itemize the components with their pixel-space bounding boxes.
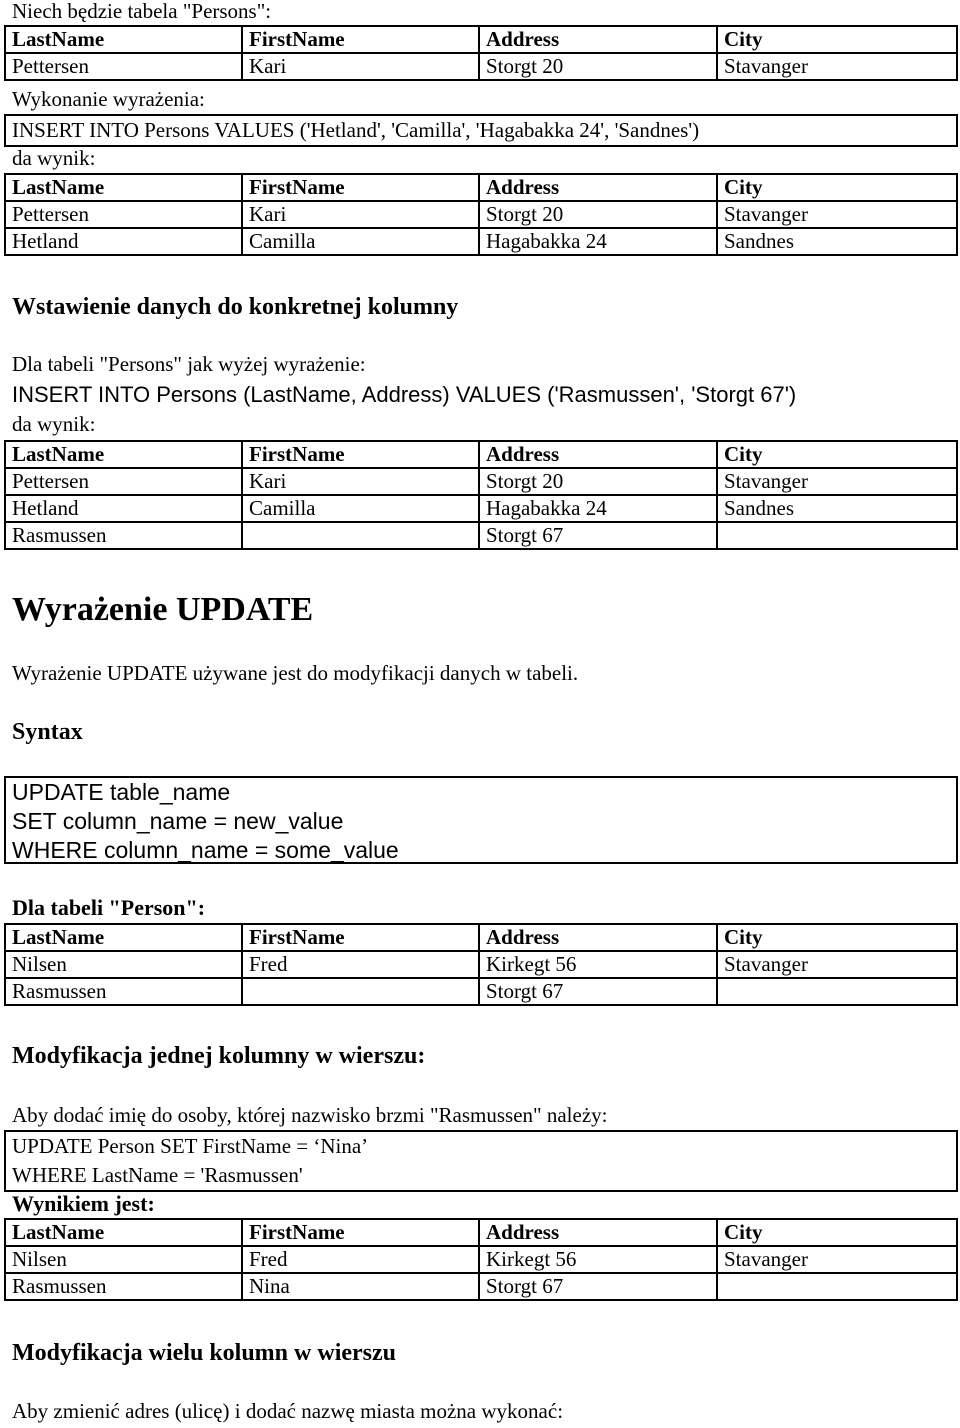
persons-table-after-column-insert: [4, 440, 958, 550]
persons-table-after-insert: [4, 173, 958, 256]
table-cell: Hagabakka 24: [479, 495, 717, 522]
column-header: City: [717, 924, 957, 951]
table-cell: Rasmussen: [5, 978, 242, 1005]
table-row: [5, 201, 957, 228]
column-header: Address: [479, 26, 717, 53]
table-header-row: [5, 441, 957, 468]
table-cell: Pettersen: [5, 53, 242, 80]
table-cell: Hetland: [5, 495, 242, 522]
table-cell: Sandnes: [717, 495, 957, 522]
table-cell: Fred: [242, 951, 479, 978]
column-header: LastName: [5, 924, 242, 951]
table-cell: Rasmussen: [5, 1273, 242, 1300]
table-row: [5, 978, 957, 1005]
table-cell: Pettersen: [5, 201, 242, 228]
table-cell: Kirkegt 56: [479, 1246, 717, 1273]
update-line-1: UPDATE Person SET FirstName = ‘Nina’: [12, 1134, 369, 1158]
table-cell: Hagabakka 24: [479, 228, 717, 255]
table-cell: Sandnes: [717, 228, 957, 255]
heading-syntax: Syntax: [12, 719, 83, 745]
persons-table-initial: [4, 25, 958, 81]
column-header: City: [717, 1219, 957, 1246]
exec-label: Wykonanie wyrażenia:: [12, 87, 205, 111]
add-name-description: Aby dodać imię do osoby, której nazwisko brzmi "Rasmussen" należy:: [12, 1103, 608, 1127]
syntax-line-3: WHERE column_name = some_value: [12, 837, 399, 863]
table-cell: [242, 978, 479, 1005]
table-cell: Fred: [242, 1246, 479, 1273]
table-row: [5, 228, 957, 255]
table-row: [5, 951, 957, 978]
syntax-line-1: UPDATE table_name: [12, 779, 231, 805]
column-header: FirstName: [242, 26, 479, 53]
result-label-2: da wynik:: [12, 412, 96, 436]
column-header: FirstName: [242, 1219, 479, 1246]
column-header: City: [717, 441, 957, 468]
table-cell: [717, 978, 957, 1005]
change-address-description: Aby zmienić adres (ulicę) i dodać nazwę miasta można wykonać:: [12, 1399, 564, 1423]
table-cell: Nilsen: [5, 951, 242, 978]
person-table-after-update: [4, 1218, 958, 1301]
table-cell: Storgt 67: [479, 978, 717, 1005]
column-header: LastName: [5, 1219, 242, 1246]
table-cell: Storgt 67: [479, 522, 717, 549]
table-cell: Stavanger: [717, 951, 957, 978]
update-line-2: WHERE LastName = 'Rasmussen': [12, 1163, 303, 1187]
column-header: City: [717, 174, 957, 201]
table-cell: [717, 522, 957, 549]
update-statement-1: [4, 1130, 958, 1192]
table-row: [5, 53, 957, 80]
heading-many-columns: Modyfikacja wielu kolumn w wierszu: [12, 1340, 396, 1366]
syntax-code-box: [4, 776, 958, 864]
table-cell: Stavanger: [717, 53, 957, 80]
column-header: Address: [479, 1219, 717, 1246]
result-is-label: Wynikiem jest:: [12, 1191, 155, 1216]
table-cell: Storgt 20: [479, 201, 717, 228]
insert-statement-2: INSERT INTO Persons (LastName, Address) VALUES ('Rasmussen', 'Storgt 67'): [12, 382, 797, 407]
column-header: Address: [479, 174, 717, 201]
column-header: FirstName: [242, 924, 479, 951]
table-cell: Stavanger: [717, 1246, 957, 1273]
for-table-person-heading: Dla tabeli "Person":: [12, 895, 206, 920]
table-cell: [242, 522, 479, 549]
table-header-row: [5, 174, 957, 201]
table-row: [5, 495, 957, 522]
syntax-line-2: SET column_name = new_value: [12, 808, 344, 834]
table-cell: Camilla: [242, 495, 479, 522]
table-cell: Storgt 20: [479, 53, 717, 80]
person-table: [4, 923, 958, 1006]
column-header: LastName: [5, 26, 242, 53]
heading-one-column: Modyfikacja jednej kolumny w wierszu:: [12, 1043, 426, 1069]
table-cell: Kirkegt 56: [479, 951, 717, 978]
column-header: Address: [479, 924, 717, 951]
table-header-row: [5, 924, 957, 951]
heading-update: Wyrażenie UPDATE: [12, 591, 314, 628]
column-header: Address: [479, 441, 717, 468]
table-row: [5, 1246, 957, 1273]
table-row: [5, 1273, 957, 1300]
table-cell: Kari: [242, 53, 479, 80]
update-description: Wyrażenie UPDATE używane jest do modyfikacji danych w tabeli.: [12, 661, 579, 685]
table-header-row: [5, 1219, 957, 1246]
column-header: FirstName: [242, 441, 479, 468]
table-cell: Pettersen: [5, 468, 242, 495]
table-cell: [717, 1273, 957, 1300]
intro-text: Niech będzie tabela "Persons":: [12, 0, 272, 23]
table-row: [5, 522, 957, 549]
table-header-row: [5, 26, 957, 53]
column-header: City: [717, 26, 957, 53]
table-cell: Stavanger: [717, 201, 957, 228]
heading-insert-column: Wstawienie danych do konkretnej kolumny: [12, 294, 459, 320]
insert-statement-1: INSERT INTO Persons VALUES ('Hetland', 'Camilla', 'Hagabakka 24', 'Sandnes'): [4, 114, 958, 147]
table-cell: Storgt 67: [479, 1273, 717, 1300]
column-header: LastName: [5, 174, 242, 201]
column-header: LastName: [5, 441, 242, 468]
table-cell: Kari: [242, 468, 479, 495]
table-cell: Storgt 20: [479, 468, 717, 495]
table-cell: Nina: [242, 1273, 479, 1300]
for-table-above-text: Dla tabeli "Persons" jak wyżej wyrażenie:: [12, 352, 366, 376]
column-header: FirstName: [242, 174, 479, 201]
result-label: da wynik:: [12, 146, 96, 170]
table-cell: Kari: [242, 201, 479, 228]
table-row: [5, 468, 957, 495]
table-cell: Camilla: [242, 228, 479, 255]
table-cell: Nilsen: [5, 1246, 242, 1273]
table-cell: Rasmussen: [5, 522, 242, 549]
table-cell: Hetland: [5, 228, 242, 255]
table-cell: Stavanger: [717, 468, 957, 495]
